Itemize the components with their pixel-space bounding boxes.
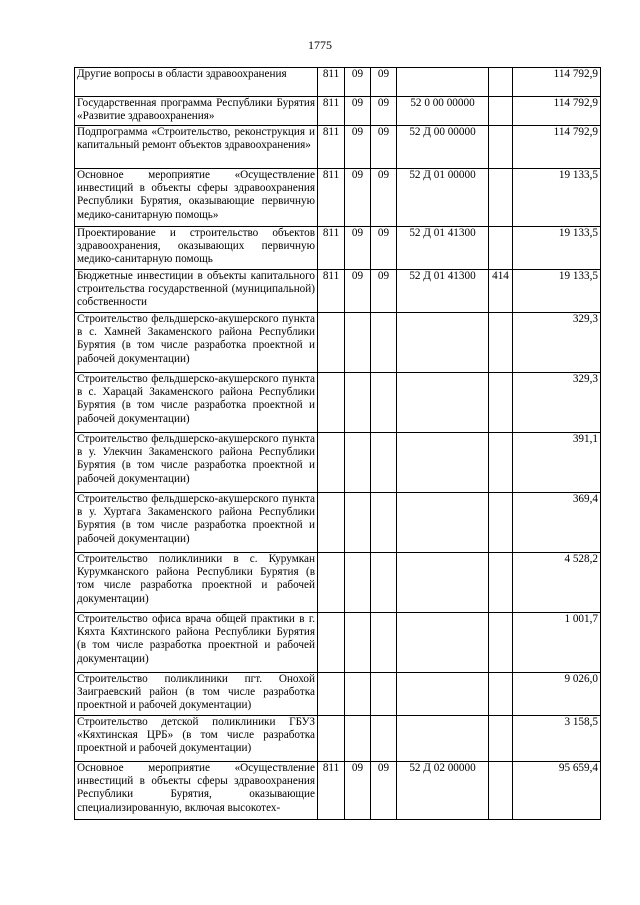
target-code bbox=[397, 553, 489, 613]
amount: 391,1 bbox=[513, 433, 601, 493]
ministry-code: 811 bbox=[318, 126, 345, 169]
ministry-code bbox=[318, 433, 345, 493]
section-code bbox=[345, 313, 371, 373]
amount: 95 659,4 bbox=[513, 762, 601, 820]
target-code bbox=[397, 716, 489, 762]
row-name: Строительство фельдшерско-акушерского пункта в с. Харацай Закаменского района Республики Бурятия (в том числе разработка проектной и рабочей документации) bbox=[75, 373, 318, 433]
page-number: 1775 bbox=[308, 38, 332, 52]
subsection-code: 09 bbox=[371, 227, 397, 270]
section-code: 09 bbox=[345, 126, 371, 169]
ministry-code bbox=[318, 373, 345, 433]
row-name: Подпрограмма «Строительство, реконструкция и капитальный ремонт объектов здравоохранения» bbox=[75, 126, 318, 169]
target-code bbox=[397, 68, 489, 97]
expense-type-code bbox=[489, 716, 513, 762]
row-name: Строительство детской поликлиники ГБУЗ «Кяхтинская ЦРБ» (в том числе разработка проектной и рабочей документации) bbox=[75, 716, 318, 762]
expense-type-code bbox=[489, 373, 513, 433]
target-code: 52 0 00 00000 bbox=[397, 97, 489, 126]
ministry-code bbox=[318, 313, 345, 373]
amount: 9 026,0 bbox=[513, 673, 601, 716]
amount: 1 001,7 bbox=[513, 613, 601, 673]
table-row bbox=[75, 673, 601, 716]
ministry-code: 811 bbox=[318, 169, 345, 227]
expense-type-code bbox=[489, 68, 513, 97]
subsection-code: 09 bbox=[371, 270, 397, 313]
expense-type-code bbox=[489, 126, 513, 169]
table-row bbox=[75, 762, 601, 820]
target-code: 52 Д 00 00000 bbox=[397, 126, 489, 169]
table-row bbox=[75, 716, 601, 762]
ministry-code: 811 bbox=[318, 97, 345, 126]
row-name: Бюджетные инвестиции в объекты капитального строительства государственной (муниципальной) собственности bbox=[75, 270, 318, 313]
amount: 114 792,9 bbox=[513, 97, 601, 126]
amount: 3 158,5 bbox=[513, 716, 601, 762]
target-code bbox=[397, 613, 489, 673]
ministry-code: 811 bbox=[318, 227, 345, 270]
row-name: Строительство поликлиники в с. Курумкан Курумканского района Республики Бурятия (в том числе разработка проектной и рабочей документации) bbox=[75, 553, 318, 613]
expense-type-code bbox=[489, 313, 513, 373]
target-code bbox=[397, 313, 489, 373]
table-row bbox=[75, 433, 601, 493]
amount: 19 133,5 bbox=[513, 169, 601, 227]
target-code: 52 Д 01 00000 bbox=[397, 169, 489, 227]
subsection-code: 09 bbox=[371, 169, 397, 227]
target-code bbox=[397, 673, 489, 716]
ministry-code bbox=[318, 673, 345, 716]
amount: 19 133,5 bbox=[513, 227, 601, 270]
section-code: 09 bbox=[345, 169, 371, 227]
subsection-code bbox=[371, 373, 397, 433]
section-code bbox=[345, 373, 371, 433]
ministry-code bbox=[318, 716, 345, 762]
ministry-code bbox=[318, 493, 345, 553]
expense-type-code: 414 bbox=[489, 270, 513, 313]
section-code bbox=[345, 673, 371, 716]
table-row bbox=[75, 313, 601, 373]
row-name: Строительство фельдшерско-акушерского пункта в с. Хамней Закаменского района Республики Бурятия (в том числе разработка проектной и рабочей документации) bbox=[75, 313, 318, 373]
table-row bbox=[75, 97, 601, 126]
table-row bbox=[75, 493, 601, 553]
section-code bbox=[345, 613, 371, 673]
section-code: 09 bbox=[345, 270, 371, 313]
expense-type-code bbox=[489, 553, 513, 613]
target-code: 52 Д 01 41300 bbox=[397, 270, 489, 313]
section-code: 09 bbox=[345, 227, 371, 270]
row-name: Строительство фельдшерско-акушерского пункта в у. Улекчин Закаменского района Республики Бурятия (в том числе разработка проектной и рабочей документации) bbox=[75, 433, 318, 493]
target-code: 52 Д 01 41300 bbox=[397, 227, 489, 270]
section-code bbox=[345, 433, 371, 493]
subsection-code: 09 bbox=[371, 68, 397, 97]
target-code bbox=[397, 433, 489, 493]
table-row bbox=[75, 126, 601, 169]
amount: 19 133,5 bbox=[513, 270, 601, 313]
row-name: Другие вопросы в области здравоохранения bbox=[75, 68, 318, 97]
subsection-code bbox=[371, 433, 397, 493]
subsection-code bbox=[371, 673, 397, 716]
ministry-code: 811 bbox=[318, 270, 345, 313]
row-name: Строительство офиса врача общей практики в г. Кяхта Кяхтинского района Республики Бурятия (в том числе разработка проектной и рабочей документации) bbox=[75, 613, 318, 673]
table-row bbox=[75, 169, 601, 227]
subsection-code bbox=[371, 313, 397, 373]
expense-type-code bbox=[489, 493, 513, 553]
amount: 369,4 bbox=[513, 493, 601, 553]
ministry-code: 811 bbox=[318, 762, 345, 820]
amount: 329,3 bbox=[513, 373, 601, 433]
table-row bbox=[75, 227, 601, 270]
subsection-code bbox=[371, 613, 397, 673]
row-name: Основное мероприятие «Осуществление инвестиций в объекты сферы здравоохранения Республики Бурятия, оказывающие первичную медико-санитарную помощь» bbox=[75, 169, 318, 227]
subsection-code bbox=[371, 716, 397, 762]
expense-type-code bbox=[489, 169, 513, 227]
expense-type-code bbox=[489, 227, 513, 270]
table-row bbox=[75, 270, 601, 313]
ministry-code: 811 bbox=[318, 68, 345, 97]
row-name: Проектирование и строительство объектов здравоохранения, оказывающих первичную медико-санитарную помощь bbox=[75, 227, 318, 270]
target-code: 52 Д 02 00000 bbox=[397, 762, 489, 820]
section-code bbox=[345, 493, 371, 553]
section-code: 09 bbox=[345, 97, 371, 126]
subsection-code: 09 bbox=[371, 97, 397, 126]
amount: 114 792,9 bbox=[513, 126, 601, 169]
expense-type-code bbox=[489, 673, 513, 716]
amount: 4 528,2 bbox=[513, 553, 601, 613]
amount: 329,3 bbox=[513, 313, 601, 373]
row-name: Строительство фельдшерско-акушерского пункта в у. Хуртага Закаменского района Республики Бурятия (в том числе разработка проектной и рабочей документации) bbox=[75, 493, 318, 553]
table-row bbox=[75, 68, 601, 97]
subsection-code: 09 bbox=[371, 762, 397, 820]
table-row bbox=[75, 373, 601, 433]
expense-type-code bbox=[489, 613, 513, 673]
section-code: 09 bbox=[345, 762, 371, 820]
ministry-code bbox=[318, 553, 345, 613]
section-code: 09 bbox=[345, 68, 371, 97]
expense-type-code bbox=[489, 433, 513, 493]
expense-type-code bbox=[489, 97, 513, 126]
table-row bbox=[75, 613, 601, 673]
subsection-code bbox=[371, 493, 397, 553]
subsection-code bbox=[371, 553, 397, 613]
amount: 114 792,9 bbox=[513, 68, 601, 97]
row-name: Государственная программа Республики Бурятия «Развитие здравоохранения» bbox=[75, 97, 318, 126]
section-code bbox=[345, 716, 371, 762]
ministry-code bbox=[318, 613, 345, 673]
row-name: Основное мероприятие «Осуществление инвестиций в объекты сферы здравоохранения Республики Бурятия, оказывающие специализированную, включая высокотех- bbox=[75, 762, 318, 820]
expense-type-code bbox=[489, 762, 513, 820]
target-code bbox=[397, 373, 489, 433]
table-row bbox=[75, 553, 601, 613]
budget-table bbox=[74, 67, 601, 820]
subsection-code: 09 bbox=[371, 126, 397, 169]
section-code bbox=[345, 553, 371, 613]
target-code bbox=[397, 493, 489, 553]
row-name: Строительство поликлиники пгт. Онохой Заиграевский район (в том числе разработка проектной и рабочей документации) bbox=[75, 673, 318, 716]
